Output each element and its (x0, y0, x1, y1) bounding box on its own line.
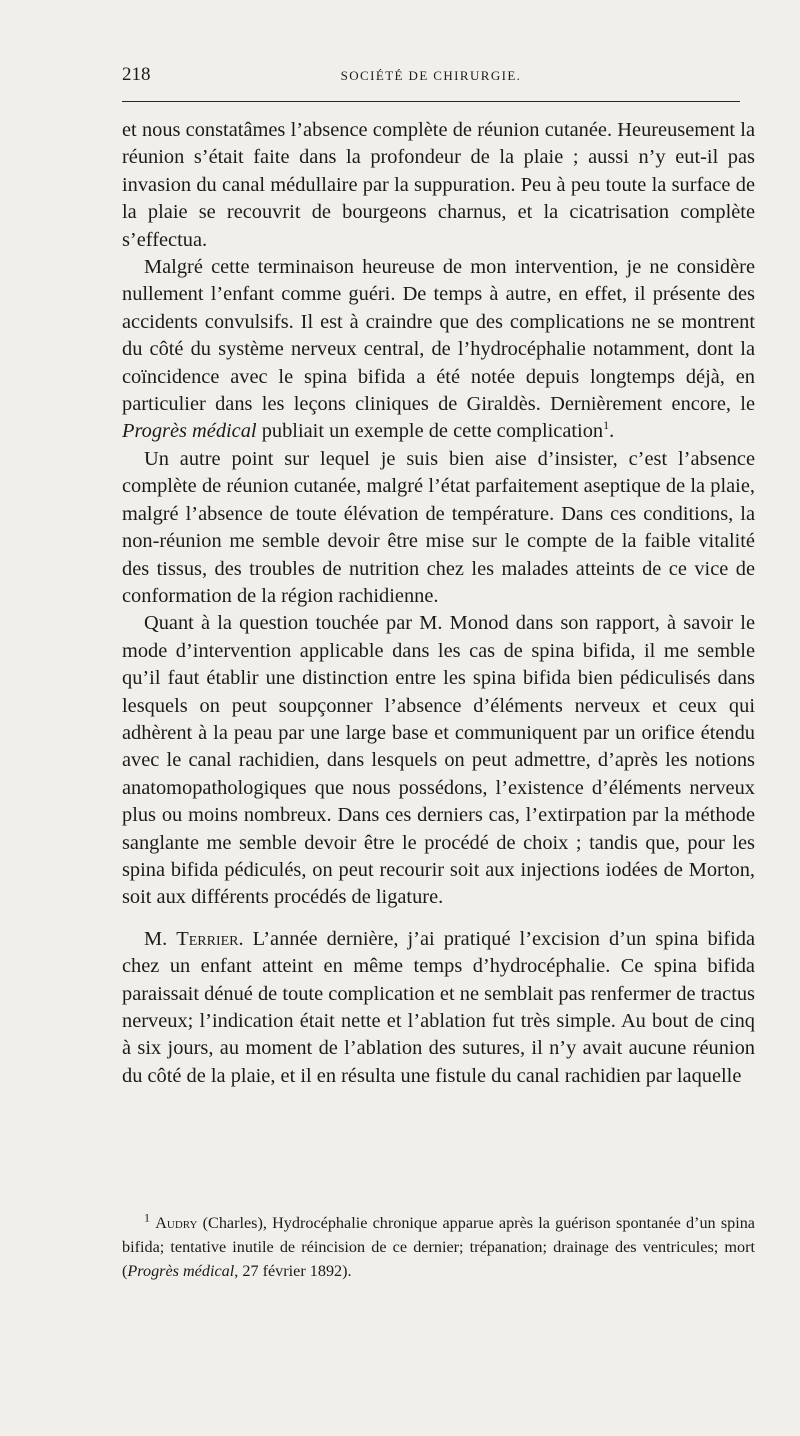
body-text (122, 117, 755, 1090)
paragraph-2-period: . (609, 420, 615, 443)
speaker-name: Terrier (176, 927, 239, 950)
running-title: SOCIÉTÉ DE CHIRURGIE. (340, 68, 522, 83)
paragraph-3: Un autre point sur lequel je suis bien aise d’insister, c’est l’absence complète de réunion cutanée, malgré l’état parfaitement aseptique de la plaie, malgré l’absence de toute élévation de température. Dans ces conditions, la non-réunion me semble devoir être mise sur le compte de la faible vitalité des tissus, des troubles de nutrition chez les malades atteints de ce vice de conformation de la région rachidienne. (122, 447, 755, 607)
paragraph-5 (122, 926, 755, 1090)
footnote-text: (Charles), Hydrocéphalie chronique apparue après la guérison spontanée d’un spina bifida; tentative inutile de réincision de ce dernier; trépanation; drainage des ventricules; mort ( (122, 1214, 755, 1280)
footnote-text-end: , 27 février 1892). (234, 1262, 352, 1280)
paragraph-2-text-end: publiait un exemple de cette complication (256, 420, 604, 443)
footnote-journal: Progrès médical (127, 1262, 235, 1280)
header-rule (122, 101, 740, 102)
journal-title: Progrès médical (122, 420, 257, 443)
speaker-prefix: M. (144, 927, 177, 950)
paragraph-2-text: Malgré cette terminaison heureuse de mon intervention, je ne considère nullement l’enfant comme guéri. De temps à autre, en effet, il présente des accidents convulsifs. Il est à craindre que des complications ne se montrent du côté du système nerveux central, de l’hydrocéphalie notamment, dont la coïncidence avec le spina bifida a été notée depuis longtemps déjà, en particulier dans les leçons cliniques de Giraldès. Dernièrement encore, le (122, 256, 755, 416)
paragraph-1: et nous constatâmes l’absence complète de réunion cutanée. Heureusement la réunion s’était faite dans la profondeur de la plaie ; aussi n’y eut-il pas invasion du canal médullaire par la suppuration. Peu à peu toute la surface de la plaie se recouvrit de bourgeons charnus, et la cicatrisation complète s’effectua. (122, 119, 755, 251)
footnote (122, 1211, 755, 1283)
page-number: 218 (122, 64, 151, 85)
footnote-marker: 1 (144, 1210, 150, 1225)
paragraph-5-text: . L’année dernière, j’ai pratiqué l’excision d’un spina bifida chez un enfant atteint en même temps d’hydrocéphalie. Ce spina bifida paraissait dénué de toute complication et ne semblait pas renfermer de tractus nerveux; l’indication était nette et l’ablation fut très simple. Au bout de cinq à six jours, au moment de l’ablation des sutures, il n’y avait aucune réunion du côté de la plaie, et il en résulta une fistule du canal rachidien par laquelle (122, 927, 756, 1087)
footnote-reference: 1 (603, 418, 610, 433)
footnote-author: Audry (155, 1214, 198, 1232)
page-header (122, 62, 740, 88)
paragraph-4: Quant à la question touchée par M. Monod dans son rapport, à savoir le mode d’intervention applicable dans les cas de spina bifida, il me semble qu’il faut établir une distinction entre les spina bifida bien pédiculisés dans lesquels on peut soupçonner l’absence d’éléments nerveux et ceux qui adhèrent à la peau par une large base et communiquent par un orifice étendu avec le canal rachidien, dans lesquels on peut admettre, d’après les notions anatomopathologiques que nous possédons, l’existence d’éléments nerveux plus ou moins nombreux. Dans ces derniers cas, l’extirpation par la méthode sanglante me semble devoir être le procédé de choix ; tandis que, pour les spina bifida pédiculés, on peut recourir soit aux injections iodées de Morton, soit aux différents procédés de ligature. (122, 612, 755, 909)
paragraph-2 (122, 254, 755, 446)
